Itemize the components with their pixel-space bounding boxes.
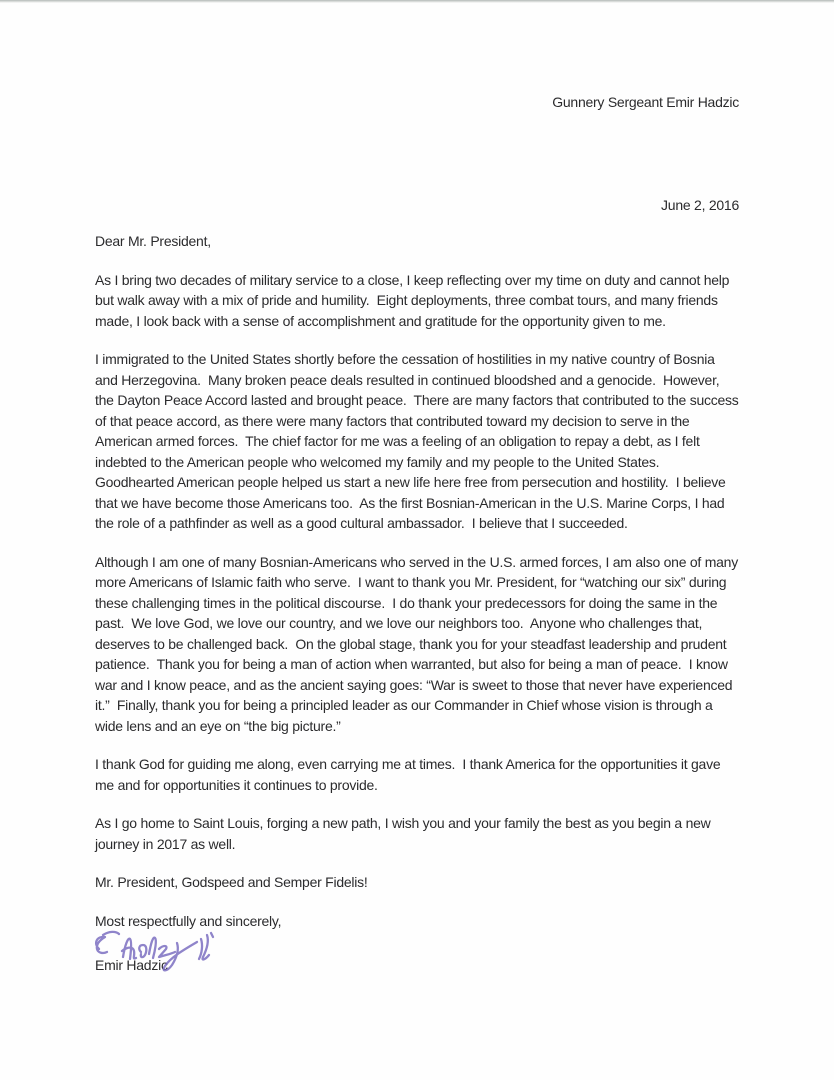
signature-name: Emir Hadzic	[95, 957, 168, 973]
letter-paragraph: As I bring two decades of military service to a close, I keep reflecting over my time on duty and cannot help but walk away with a mix of pride and humility. Eight deployments, three combat tours, and many friends made, I look back with a sense of accomplishment and gratitude for the opportunity given to me.	[95, 271, 733, 329]
sender-name: Gunnery Sergeant Emir Hadzic	[552, 94, 739, 110]
signature-block	[95, 911, 739, 976]
letter-paragraph: Mr. President, Godspeed and Semper Fidelis!	[95, 874, 368, 890]
letter-paragraph: As I go home to Saint Louis, forging a new path, I wish you and your family the best as you begin a new journey in 2017 as well.	[95, 815, 715, 852]
closing-phrase: Most respectfully and sincerely,	[95, 912, 282, 929]
scan-edge-artifact	[0, 0, 834, 3]
letter-body	[95, 92, 743, 976]
letter-paragraph: Although I am one of many Bosnian-Americans who served in the U.S. armed forces, I am also one of many more Americans of Islamic faith who serve. I want to thank you Mr. President, for “watching our six” during these challenging times in the political discourse. I do thank your predecessors for doing the same in the past. We love God, we love our country, and we love our neighbors too. Anyone who challenges that, deserves to be challenged back. On the global stage, thank you for your steadfast leadership and prudent patience. Thank you for being a man of action when warranted, but also for being a man of peace. I know war and I know peace, and as the ancient saying goes: “War is sweet to those that never have experienced it.” Finally, thank you for being a principled leader as our Commander in Chief whose vision is through a wide lens and an eye on “the big picture.”	[95, 553, 742, 734]
salutation: Dear Mr. President,	[95, 233, 211, 249]
letter-paragraph: I immigrated to the United States shortly before the cessation of hostilities in my native country of Bosnia and Herzegovina. Many broken peace deals resulted in continued bloodshed and a genocide. However, the Dayton Peace Accord lasted and brought peace. There are many factors that contributed to the success of that peace accord, as there were many factors that contributed toward my decision to serve in the American armed forces. The chief factor for me was a feeling of an obligation to repay a debt, as I felt indebted to the American people who welcomed my family and my people to the United States. Goodhearted American people helped us start a new life here free from persecution and hostility. I believe that we have become those Americans too. As the first Bosnian-American in the U.S. Marine Corps, I had the role of a pathfinder as well as a good cultural ambassador. I believe that I succeeded.	[95, 351, 743, 531]
letter-date: June 2, 2016	[661, 196, 739, 213]
letter-paragraph: I thank God for guiding me along, even carrying me at times. I thank America for the opportunities it gave me and for opportunities it continues to provide.	[95, 756, 725, 793]
